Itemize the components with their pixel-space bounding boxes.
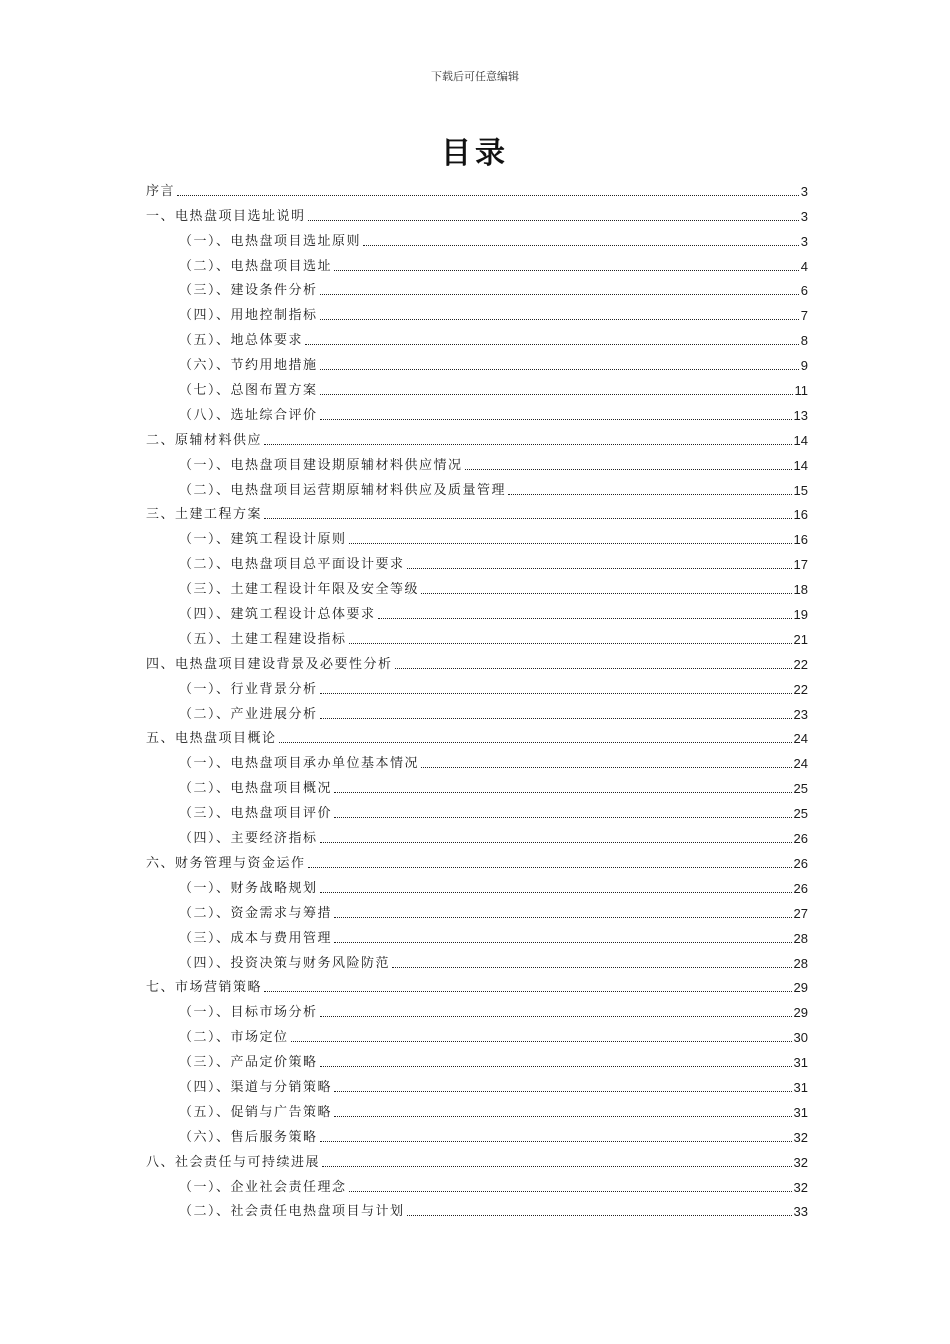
toc-entry-page-number: 9 — [800, 358, 808, 374]
toc-entry-page-number: 28 — [793, 955, 808, 971]
toc-entry-page-number: 19 — [793, 607, 808, 623]
toc-entry[interactable] — [146, 449, 808, 474]
toc-leader-dots — [334, 791, 792, 793]
toc-entry-title: （二）、市场定位 — [179, 1030, 289, 1046]
toc-entry-page-number: 3 — [800, 233, 808, 249]
toc-entry[interactable] — [146, 1096, 808, 1121]
toc-entry[interactable] — [146, 324, 808, 349]
toc-entry-title: （三）、建设条件分析 — [179, 283, 318, 299]
toc-entry-title: （一）、企业社会责任理念 — [179, 1179, 347, 1195]
toc-leader-dots — [407, 1214, 792, 1216]
toc-entry-page-number: 21 — [793, 631, 808, 647]
toc-entry-title: （一）、行业背景分析 — [179, 681, 318, 697]
toc-entry-title: （一）、建筑工程设计原则 — [179, 532, 347, 548]
toc-entry-title: （二）、社会责任电热盘项目与计划 — [179, 1204, 405, 1220]
toc-entry-page-number: 24 — [793, 756, 808, 772]
page-title: 目录 — [441, 136, 509, 171]
toc-entry[interactable] — [146, 1171, 808, 1196]
toc-entry[interactable] — [146, 1021, 808, 1046]
toc-leader-dots — [349, 642, 792, 644]
toc-entry[interactable] — [146, 424, 808, 449]
toc-leader-dots — [320, 717, 792, 719]
toc-leader-dots — [320, 1015, 792, 1017]
toc-entry-page-number: 4 — [800, 258, 808, 274]
toc-entry-title: （七）、总图布置方案 — [179, 383, 318, 399]
toc-leader-dots — [395, 667, 792, 669]
toc-entry-page-number: 31 — [793, 1104, 808, 1120]
toc-entry-title: （三）、土建工程设计年限及安全等级 — [179, 582, 420, 598]
toc-entry[interactable] — [146, 374, 808, 399]
toc-entry[interactable] — [146, 1046, 808, 1071]
toc-entry[interactable] — [146, 175, 808, 200]
toc-entry-title: （四）、建筑工程设计总体要求 — [179, 607, 376, 623]
toc-entry[interactable] — [146, 847, 808, 872]
toc-entry-title: （四）、投资决策与财务风险防范 — [179, 955, 391, 971]
toc-leader-dots — [465, 468, 792, 470]
toc-entry-page-number: 26 — [793, 880, 808, 896]
toc-entry[interactable] — [146, 648, 808, 673]
toc-entry-page-number: 25 — [793, 781, 808, 797]
toc-entry-page-number: 30 — [793, 1030, 808, 1046]
toc-entry[interactable] — [146, 822, 808, 847]
toc-entry[interactable] — [146, 723, 808, 748]
toc-entry-title: 序言 — [146, 183, 176, 199]
toc-entry-title: 三、土建工程方案 — [146, 507, 263, 523]
toc-entry-title: （二）、电热盘项目概况 — [179, 781, 333, 797]
toc-entry-page-number: 15 — [793, 482, 808, 498]
toc-entry-title: 四、电热盘项目建设背景及必要性分析 — [146, 656, 393, 672]
toc-entry[interactable] — [146, 499, 808, 524]
toc-leader-dots — [334, 816, 792, 818]
toc-leader-dots — [320, 891, 792, 893]
toc-entry[interactable] — [146, 299, 808, 324]
toc-entry[interactable] — [146, 922, 808, 947]
toc-entry-title: （一）、电热盘项目建设期原辅材料供应情况 — [179, 457, 463, 473]
toc-entry-title: 五、电热盘项目概论 — [146, 731, 277, 747]
toc-entry[interactable] — [146, 598, 808, 623]
toc-leader-dots — [320, 1140, 792, 1142]
toc-entry[interactable] — [146, 275, 808, 300]
toc-leader-dots — [264, 517, 792, 519]
toc-entry[interactable] — [146, 996, 808, 1021]
toc-entry-title: （一）、财务战略规划 — [179, 880, 318, 896]
toc-leader-dots — [363, 244, 799, 246]
toc-entry-title: （三）、电热盘项目评价 — [179, 806, 333, 822]
toc-entry[interactable] — [146, 797, 808, 822]
toc-entry-page-number: 18 — [793, 582, 808, 598]
toc-entry-title: （八）、选址综合评价 — [179, 407, 318, 423]
toc-entry[interactable] — [146, 1121, 808, 1146]
toc-entry-title: （二）、电热盘项目运营期原辅材料供应及质量管理 — [179, 482, 507, 498]
toc-entry-page-number: 7 — [800, 308, 808, 324]
toc-entry-title: 七、市场营销策略 — [146, 980, 263, 996]
toc-entry-page-number: 28 — [793, 930, 808, 946]
toc-entry-page-number: 23 — [793, 706, 808, 722]
toc-entry-page-number: 27 — [793, 905, 808, 921]
toc-entry-title: （二）、电热盘项目选址 — [179, 258, 333, 274]
toc-entry-title: 二、原辅材料供应 — [146, 432, 263, 448]
toc-entry-page-number: 22 — [793, 656, 808, 672]
toc-entry-title: （五）、地总体要求 — [179, 333, 304, 349]
toc-entry-page-number: 29 — [793, 980, 808, 996]
toc-entry[interactable] — [146, 772, 808, 797]
toc-leader-dots — [508, 493, 792, 495]
toc-entry-page-number: 16 — [793, 532, 808, 548]
toc-entry-title: （六）、售后服务策略 — [179, 1129, 318, 1145]
toc-entry[interactable] — [146, 548, 808, 573]
toc-entry[interactable] — [146, 947, 808, 972]
toc-leader-dots — [305, 343, 799, 345]
toc-leader-dots — [421, 766, 792, 768]
toc-entry[interactable] — [146, 623, 808, 648]
toc-entry-title: （一）、电热盘项目承办单位基本情况 — [179, 756, 420, 772]
toc-entry-title: 一、电热盘项目选址说明 — [146, 208, 306, 224]
toc-leader-dots — [279, 741, 792, 743]
toc-entry-title: （三）、产品定价策略 — [179, 1055, 318, 1071]
toc-entry-title: （四）、主要经济指标 — [179, 831, 318, 847]
toc-leader-dots — [322, 1165, 792, 1167]
toc-entry-title: 八、社会责任与可持续进展 — [146, 1154, 321, 1170]
toc-leader-dots — [177, 194, 799, 196]
toc-entry-page-number: 11 — [794, 383, 808, 399]
toc-entry-title: （一）、目标市场分析 — [179, 1005, 318, 1021]
toc-entry[interactable] — [146, 1196, 808, 1221]
toc-entry[interactable] — [146, 872, 808, 897]
toc-entry-page-number: 32 — [793, 1179, 808, 1195]
toc-leader-dots — [308, 219, 799, 221]
toc-entry-page-number: 3 — [800, 183, 808, 199]
toc-entry-page-number: 24 — [793, 731, 808, 747]
toc-leader-dots — [334, 1115, 792, 1117]
toc-entry[interactable] — [146, 250, 808, 275]
toc-entry-title: （五）、土建工程建设指标 — [179, 631, 347, 647]
toc-leader-dots — [421, 592, 792, 594]
toc-entry-page-number: 32 — [793, 1154, 808, 1170]
toc-entry-page-number: 29 — [793, 1005, 808, 1021]
toc-entry-page-number: 26 — [793, 855, 808, 871]
toc-leader-dots — [349, 1190, 792, 1192]
toc-leader-dots — [407, 567, 792, 569]
toc-entry[interactable] — [146, 399, 808, 424]
toc-leader-dots — [378, 617, 792, 619]
toc-leader-dots — [320, 368, 799, 370]
toc-entry[interactable] — [146, 523, 808, 548]
toc-leader-dots — [320, 418, 792, 420]
toc-entry[interactable] — [146, 698, 808, 723]
toc-entry[interactable] — [146, 897, 808, 922]
toc-entry[interactable] — [146, 349, 808, 374]
toc-leader-dots — [392, 966, 792, 968]
toc-entry[interactable] — [146, 972, 808, 997]
toc-entry-title: （二）、电热盘项目总平面设计要求 — [179, 557, 405, 573]
toc-entry-page-number: 3 — [800, 208, 808, 224]
toc-entry-title: （二）、产业进展分析 — [179, 706, 318, 722]
toc-entry-title: （一）、电热盘项目选址原则 — [179, 233, 362, 249]
toc-entry-title: （四）、用地控制指标 — [179, 308, 318, 324]
toc-entry-page-number: 14 — [793, 457, 808, 473]
toc-entry-page-number: 31 — [793, 1079, 808, 1095]
toc-entry-page-number: 33 — [793, 1204, 808, 1220]
toc-entry-page-number: 25 — [793, 806, 808, 822]
table-of-contents — [146, 175, 808, 1220]
toc-leader-dots — [291, 1040, 792, 1042]
toc-entry-page-number: 14 — [793, 432, 808, 448]
toc-leader-dots — [320, 1065, 792, 1067]
toc-leader-dots — [320, 393, 793, 395]
toc-leader-dots — [320, 318, 799, 320]
toc-entry[interactable] — [146, 573, 808, 598]
toc-entry[interactable] — [146, 200, 808, 225]
toc-leader-dots — [308, 866, 792, 868]
toc-leader-dots — [334, 1090, 792, 1092]
toc-entry-page-number: 32 — [793, 1129, 808, 1145]
toc-entry-title: （六）、节约用地措施 — [179, 358, 318, 374]
toc-entry-page-number: 17 — [793, 557, 808, 573]
toc-entry-title: （二）、资金需求与筹措 — [179, 905, 333, 921]
toc-entry-title: （五）、促销与广告策略 — [179, 1104, 333, 1120]
toc-leader-dots — [349, 542, 792, 544]
toc-entry-page-number: 26 — [793, 831, 808, 847]
toc-leader-dots — [320, 293, 799, 295]
toc-entry-title: （三）、成本与费用管理 — [179, 930, 333, 946]
toc-leader-dots — [320, 692, 792, 694]
toc-leader-dots — [264, 990, 792, 992]
toc-entry[interactable] — [146, 1071, 808, 1096]
toc-entry[interactable] — [146, 225, 808, 250]
toc-entry-page-number: 22 — [793, 681, 808, 697]
toc-entry-page-number: 8 — [800, 333, 808, 349]
toc-entry-page-number: 6 — [800, 283, 808, 299]
toc-entry[interactable] — [146, 1146, 808, 1171]
toc-entry-page-number: 31 — [793, 1055, 808, 1071]
toc-entry[interactable] — [146, 673, 808, 698]
toc-leader-dots — [320, 841, 792, 843]
toc-entry-page-number: 16 — [793, 507, 808, 523]
toc-leader-dots — [264, 443, 792, 445]
toc-leader-dots — [334, 916, 792, 918]
toc-entry[interactable] — [146, 474, 808, 499]
page-header-note: 下载后可任意编辑 — [431, 70, 519, 83]
toc-leader-dots — [334, 941, 792, 943]
toc-entry[interactable] — [146, 747, 808, 772]
toc-leader-dots — [334, 269, 799, 271]
toc-entry-title: （四）、渠道与分销策略 — [179, 1079, 333, 1095]
toc-entry-title: 六、财务管理与资金运作 — [146, 855, 306, 871]
toc-entry-page-number: 13 — [793, 407, 808, 423]
